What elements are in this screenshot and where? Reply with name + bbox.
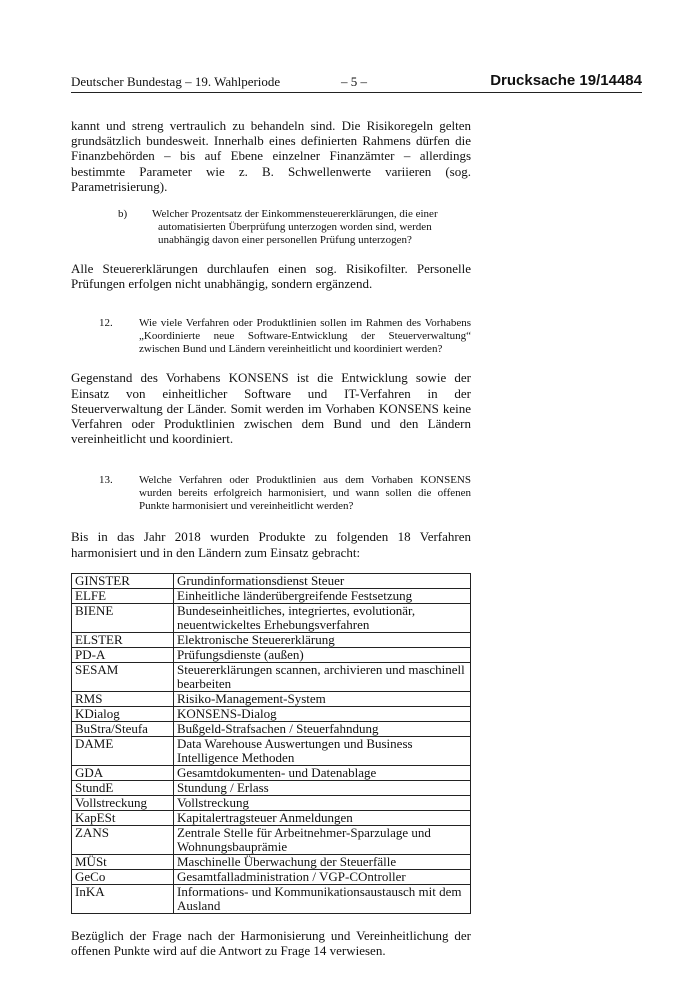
table-row: [72, 884, 471, 913]
question-b: [118, 208, 471, 247]
table-cell-abbreviation: SESAM: [72, 662, 174, 691]
table-cell-description: Vollstreckung: [174, 795, 471, 810]
question-12: [99, 317, 471, 356]
table-cell-description: Grundinformationsdienst Steuer: [174, 573, 471, 588]
table-row: [72, 869, 471, 884]
table-row: [72, 662, 471, 691]
table-row: [72, 691, 471, 706]
table-row: [72, 765, 471, 780]
page-header: [71, 72, 642, 93]
table-cell-description: Steuererklärungen scannen, archivieren und maschinell bearbeiten: [174, 662, 471, 691]
header-publication: Deutscher Bundestag – 19. Wahlperiode: [71, 74, 281, 89]
table-cell-abbreviation: ELFE: [72, 588, 174, 603]
table-cell-description: Informations- und Kommunikationsaustausch mit dem Ausland: [174, 884, 471, 913]
question-13-text: Welche Verfahren oder Produktlinien aus dem Vorhaben KONSENS wurden bereits erfolgreich harmonisiert, und wann sollen die offenen Punkte harmonisiert und vereinheitlicht werden?: [139, 474, 471, 513]
header-number: 14484: [600, 72, 642, 89]
table-row: [72, 854, 471, 869]
paragraph-2: Alle Steuererklärungen durchlaufen einen sog. Risikofilter. Personelle Prüfungen erfolgen nicht unabhängig, sondern ergänzend.: [71, 261, 471, 292]
table-row: [72, 810, 471, 825]
table-cell-description: Prüfungsdienste (außen): [174, 647, 471, 662]
table-cell-abbreviation: InKA: [72, 884, 174, 913]
header-drucksache: Drucksache 19/: [490, 72, 601, 89]
table-row: [72, 736, 471, 765]
table-cell-description: Bußgeld-Strafsachen / Steuerfahndung: [174, 721, 471, 736]
table-cell-description: Einheitliche länderübergreifende Festsetzung: [174, 588, 471, 603]
paragraph-4: Bis in das Jahr 2018 wurden Produkte zu folgenden 18 Verfahren harmonisiert und in den Ländern zum Einsatz gebracht:: [71, 529, 471, 560]
table-cell-abbreviation: StundE: [72, 780, 174, 795]
question-13: [99, 474, 471, 513]
table-cell-abbreviation: RMS: [72, 691, 174, 706]
paragraph-1: kannt und streng vertraulich zu behandeln sind. Die Risikoregeln gelten grundsätzlich bundesweit. Innerhalb eines definierten Rahmens dürfen die Finanzbehörden – bis auf Ebene einzelner Finanzämter – allerdings bestimmte Parameter wie z. B. Schwellenwerte variieren (sog. Parametrisierung).: [71, 118, 471, 194]
table-cell-abbreviation: KapESt: [72, 810, 174, 825]
table-cell-description: Elektronische Steuererklärung: [174, 632, 471, 647]
question-12-text: Wie viele Verfahren oder Produktlinien sollen im Rahmen des Vorhabens „Koordinierte neue Software-Entwicklung der Steuerverwaltung“ zwischen Bund und Ländern vereinheitlicht und koordiniert werden?: [139, 317, 471, 356]
table-cell-abbreviation: BuStra/Steufa: [72, 721, 174, 736]
table-row: [72, 632, 471, 647]
table-row: [72, 603, 471, 632]
table-cell-description: Data Warehouse Auswertungen und Business Intelligence Methoden: [174, 736, 471, 765]
table-cell-abbreviation: BIENE: [72, 603, 174, 632]
header-page-number: – 5 –: [341, 74, 367, 89]
table-cell-abbreviation: KDialog: [72, 706, 174, 721]
table-row: [72, 647, 471, 662]
table-row: [72, 780, 471, 795]
table-cell-description: Bundeseinheitliches, integriertes, evolutionär, neuentwickeltes Erhebungsverfahren: [174, 603, 471, 632]
table-row: [72, 573, 471, 588]
table-cell-abbreviation: GDA: [72, 765, 174, 780]
question-b-label: b): [118, 208, 128, 221]
table-cell-description: Zentrale Stelle für Arbeitnehmer-Sparzulage und Wohnungsbauprämie: [174, 825, 471, 854]
table-row: [72, 825, 471, 854]
question-b-text: Welcher Prozentsatz der Einkommensteuererklärungen, die einer automatisierten Überprüfung unterzogen worden sind, werden unabhängig davon einer personellen Prüfung unterzogen?: [152, 208, 438, 247]
page-body: [71, 118, 471, 958]
paragraph-5: Bezüglich der Frage nach der Harmonisierung und Vereinheitlichung der offenen Punkte wird auf die Antwort zu Frage 14 verwiesen.: [71, 927, 471, 959]
table-cell-abbreviation: DAME: [72, 736, 174, 765]
paragraph-3: Gegenstand des Vorhabens KONSENS ist die Entwicklung sowie der Einsatz von einheitlicher Software und IT-Verfahren in der Steuerverwaltung der Länder. Somit werden im Vorhaben KONSENS keine Verfahren oder Produktlinien zwischen dem Bund und den Ländern vereinheitlicht und koordiniert.: [71, 370, 471, 447]
table-cell-abbreviation: GINSTER: [72, 573, 174, 588]
table-cell-abbreviation: GeCo: [72, 869, 174, 884]
procedures-table: [71, 573, 471, 914]
table-cell-description: Gesamtdokumenten- und Datenablage: [174, 765, 471, 780]
header-document-number: [490, 72, 642, 89]
table-cell-description: Risiko-Management-System: [174, 691, 471, 706]
table-cell-abbreviation: ELSTER: [72, 632, 174, 647]
table-row: [72, 721, 471, 736]
table-cell-description: KONSENS-Dialog: [174, 706, 471, 721]
table-cell-abbreviation: Vollstreckung: [72, 795, 174, 810]
table-cell-description: Stundung / Erlass: [174, 780, 471, 795]
table-cell-abbreviation: MÜSt: [72, 854, 174, 869]
table-cell-description: Kapitalertragsteuer Anmeldungen: [174, 810, 471, 825]
table-cell-description: Maschinelle Überwachung der Steuerfälle: [174, 854, 471, 869]
table-row: [72, 706, 471, 721]
question-12-label: 12.: [99, 317, 113, 330]
table-cell-abbreviation: PD-A: [72, 647, 174, 662]
table-row: [72, 588, 471, 603]
table-cell-description: Gesamtfalladministration / VGP-COntroller: [174, 869, 471, 884]
table-row: [72, 795, 471, 810]
question-13-label: 13.: [99, 474, 113, 487]
table-cell-abbreviation: ZANS: [72, 825, 174, 854]
